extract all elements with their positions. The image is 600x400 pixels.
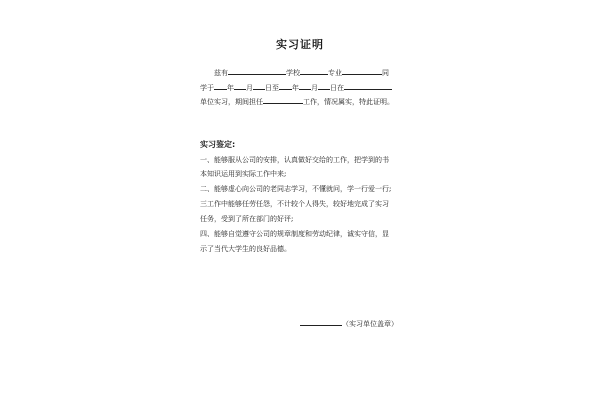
end-day-blank bbox=[318, 82, 330, 90]
intro-line-2: 学于 年 月 日至 年 月 日在 bbox=[200, 82, 392, 93]
end-year-blank bbox=[279, 82, 292, 90]
intro-line-3: 单位实习，期间担任 工作，情况属实，特此证明。 bbox=[200, 98, 394, 106]
appraisal-line: 任务，受到了所在部门的好评; bbox=[200, 215, 294, 223]
major-prefix-blank bbox=[300, 67, 328, 75]
seal-label: （实习单位盖章） bbox=[342, 320, 398, 328]
start-year-blank bbox=[214, 82, 227, 90]
appraisal-line: 四、能够自觉遵守公司的规章制度和劳动纪律，诚实守信，显 bbox=[200, 230, 389, 238]
school-blank bbox=[228, 67, 286, 75]
seal-line bbox=[300, 318, 398, 329]
seal-blank bbox=[300, 318, 342, 326]
appraisal-line: 示了当代大学生的良好品德。 bbox=[200, 245, 291, 253]
appraisal-heading: 实习鉴定: bbox=[200, 140, 236, 149]
end-month-blank bbox=[299, 82, 311, 90]
appraisal-line: 三工作中能够任劳任怨，不计较个人得失，较好地完成了实习 bbox=[200, 200, 389, 208]
position-blank bbox=[263, 96, 303, 104]
start-month-blank bbox=[234, 82, 246, 90]
start-day-blank bbox=[253, 82, 265, 90]
document-title: 实习证明 bbox=[276, 38, 324, 51]
appraisal-line: 二、能够虚心向公司的老同志学习，不懂就问，学一行爱一行; bbox=[200, 185, 392, 193]
major-blank bbox=[342, 67, 382, 75]
company-blank bbox=[344, 82, 392, 90]
appraisal-line: 本知识运用到实际工作中来; bbox=[200, 170, 287, 178]
appraisal-line: 一、能够服从公司的安排，认真做好交给的工作，把学到的书 bbox=[200, 156, 389, 164]
intro-line-1: 兹有 学校 专业 同 bbox=[214, 69, 389, 77]
